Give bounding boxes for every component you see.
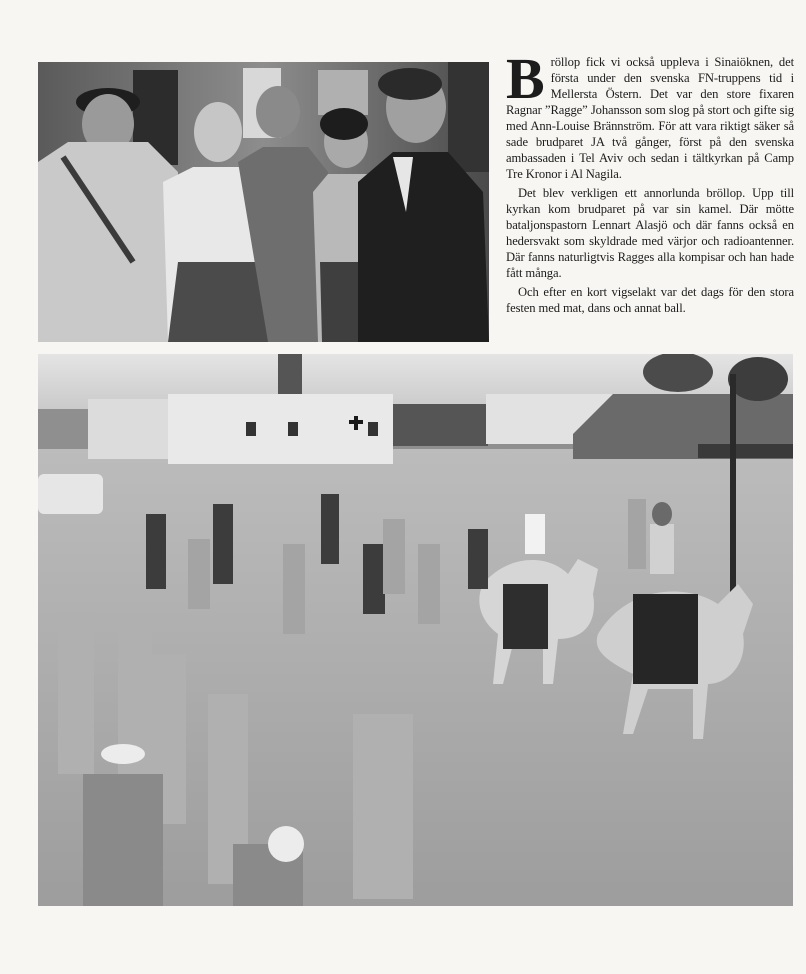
drop-cap: B [506,46,545,111]
paragraph-3: Och efter en kort vigselakt var det dags för den stora festen med mat, dans och annat ball. [506,285,794,315]
camel-procession-photo [38,354,793,906]
paragraph-2: Det blev verkligen ett annorlunda bröllop. Upp till kyrkan kom brudparet på var sin kamel. Där mötte bataljonspastorn Lennart Alasjö och där fanns också en hedersvakt som skyldrade med värjor och radioantenner. Där fanns naturligtvis Ragges alla kompisar och han hade fått många. [506,186,794,280]
paragraph-1: Bröllop fick vi också uppleva i Sinaiöknen, det första under den svenska FN-truppens tid i Mellersta Östern. Det var den store fixaren Ragnar ”Ragge” Johansson som slog på stort och gifte sig med Ann-Louise Brännström. För att vara riktigt säker så sade brudparet JA två gånger, först på den svenska ambassaden i Tel Aviv och sedan i tältkyrkan på Camp Tre Kronor i Al Nagila. [506,46,794,181]
wedding-guests-photo [38,62,489,342]
article-text [506,46,794,319]
